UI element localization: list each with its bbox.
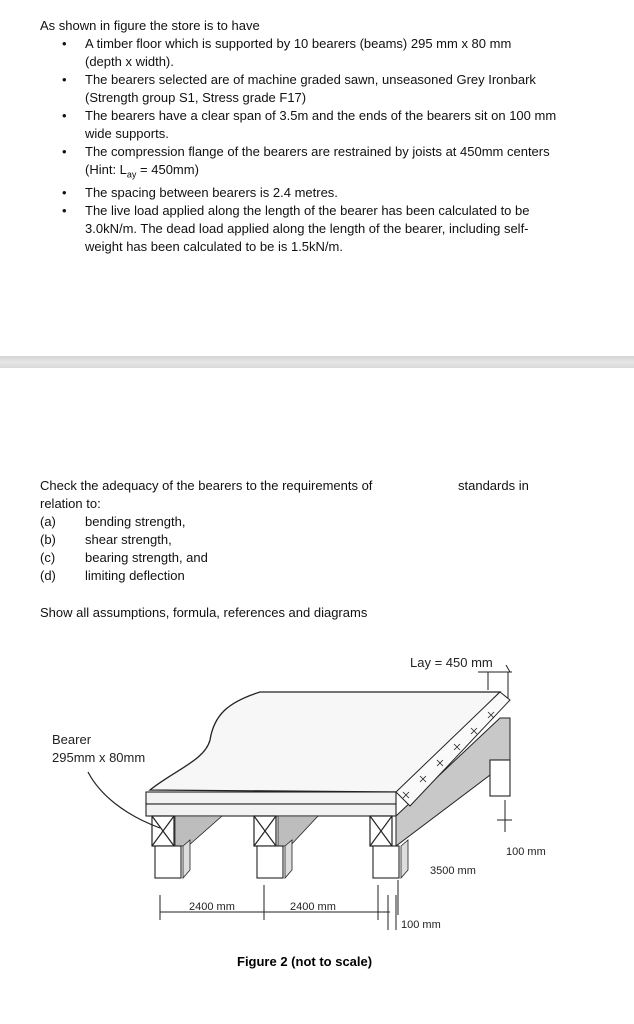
list-item: • The bearers selected are of machine graded sawn, unseasoned Grey Ironbark (Strength group S1, Stress grade F17): [62, 72, 536, 105]
check-line-2: relation to:: [40, 496, 101, 511]
page-divider: [0, 356, 634, 368]
floor-figure: [0, 640, 634, 1024]
bearer-size-label: 295mm x 80mm: [52, 750, 146, 765]
bearer-label: Bearer: [52, 732, 92, 747]
dim-100-bottom: 100 mm: [401, 919, 441, 931]
lay-label: Lay = 450 mm: [410, 655, 493, 670]
figure-caption: Figure 2 (not to scale): [237, 954, 373, 969]
list-item: • The spacing between bearers is 2.4 metres.: [62, 184, 338, 200]
dim-100-right: 100 mm: [506, 846, 546, 858]
requirements-list: [40, 35, 600, 256]
show-instructions: Show all assumptions, formula, references and diagrams: [40, 605, 368, 620]
list-item: • The live load applied along the length of the bearer has been calculated to be 3.0kN/m. The dead load applied along the length of the bearer, including self- weight has been calculated to be is 1.5kN/m.: [62, 202, 530, 254]
dim-2400-b: 2400 mm: [290, 901, 336, 913]
standards-text: standards in: [458, 478, 529, 493]
check-line-1: Check the adequacy of the bearers to the requirements of: [40, 478, 373, 493]
intro-text: As shown in figure the store is to have: [40, 18, 260, 33]
dim-3500: 3500 mm: [430, 865, 476, 877]
dim-2400-a: 2400 mm: [189, 901, 235, 913]
list-item: • A timber floor which is supported by 10 bearers (beams) 295 mm x 80 mm (depth x width).: [62, 36, 512, 69]
list-item: • The compression flange of the bearers are restrained by joists at 450mm centers (Hint: $L_{ay} = 450mm$): [62, 144, 550, 180]
list-item: • The bearers have a clear span of 3.5m and the ends of the bearers sit on 100 mm wide supports.: [62, 108, 557, 141]
